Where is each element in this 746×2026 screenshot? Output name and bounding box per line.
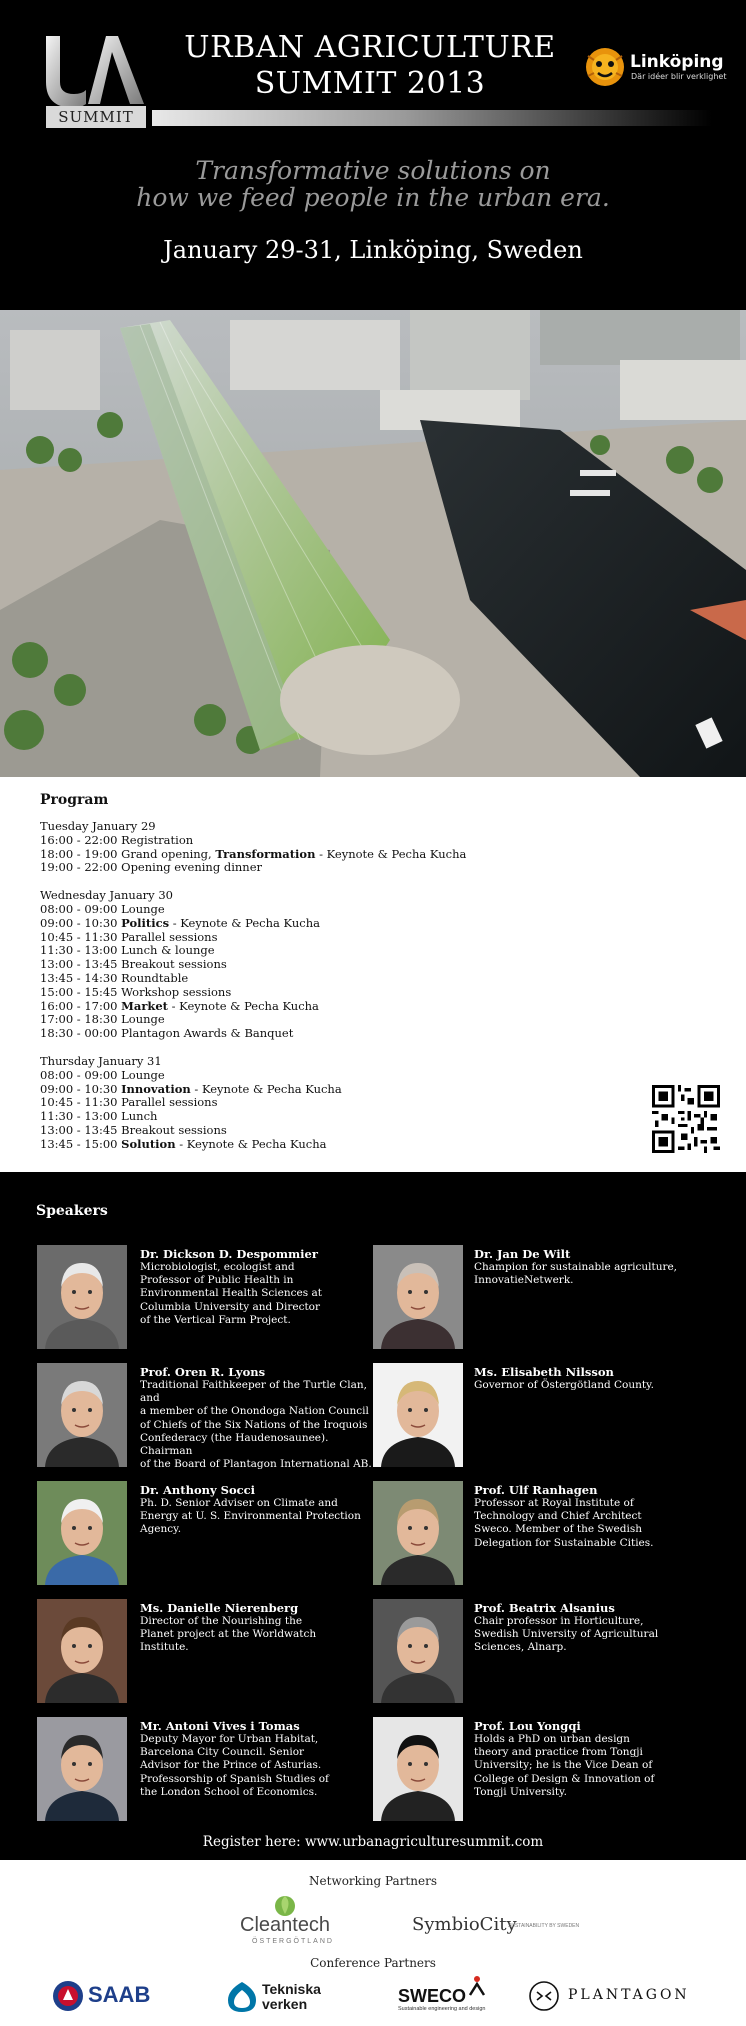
tekniska-verken-icon <box>226 1980 258 2014</box>
speaker-bio-line: of the Board of Plantagon International AB. <box>140 1458 372 1471</box>
schedule-row: 11:30 - 13:00 Lunch & lounge <box>40 943 215 958</box>
conference-partners-heading: Conference Partners <box>310 1956 436 1970</box>
speaker-photo <box>37 1599 127 1703</box>
tagline-line2: how we feed people in the urban era. <box>136 183 610 212</box>
event-title-line2: SUMMIT 2013 <box>254 66 486 101</box>
speaker-name: Prof. Oren R. Lyons <box>140 1365 266 1379</box>
register-link[interactable]: Register here: www.urbanagriculturesummit.com <box>202 1834 544 1850</box>
summit-label: SUMMIT <box>46 106 146 128</box>
sweco-figure-icon <box>466 1974 488 1996</box>
speaker-photo <box>373 1481 463 1585</box>
cleantech-sub: ÖSTERGÖTLAND <box>252 1938 334 1945</box>
schedule-row: 17:00 - 18:30 Lounge <box>40 1012 165 1027</box>
speaker-bio-line: Professor at Royal Institute of <box>474 1497 634 1509</box>
schedule-row: 13:45 - 14:30 Roundtable <box>40 970 189 985</box>
linkoping-name: Linköping <box>630 52 724 72</box>
speaker-bio-line: Planet project at the Worldwatch <box>140 1628 317 1641</box>
plantagon-icon <box>528 1980 560 2012</box>
speaker-name: Mr. Antoni Vives i Tomas <box>140 1719 300 1733</box>
schedule-row: 08:00 - 09:00 Lounge <box>40 1067 165 1082</box>
event-title-line1: URBAN AGRICULTURE <box>184 30 556 65</box>
speaker-photo <box>373 1363 463 1467</box>
speaker-bio-line: Columbia University and Director <box>140 1300 321 1313</box>
speaker-bio-line: Swedish University of Agricultural <box>474 1628 659 1641</box>
speaker-bio-line: Delegation for Sustainable Cities. <box>474 1536 654 1549</box>
speaker-bio-line: Sweco. Member of the Swedish <box>474 1523 643 1536</box>
speaker-bio-line: Governor of Östergötland County. <box>474 1379 654 1391</box>
day-title: Thursday January 31 <box>40 1053 162 1068</box>
speaker-name: Prof. Lou Yongqi <box>474 1719 581 1733</box>
schedule-row: 10:45 - 11:30 Parallel sessions <box>40 929 218 944</box>
speaker-bio-line: Confederacy (the Haudenosaunee). Chairman <box>140 1431 329 1458</box>
schedule-row: 11:30 - 13:00 Lunch <box>40 1109 158 1124</box>
speaker-photo <box>37 1717 127 1821</box>
speaker-photo <box>37 1481 127 1585</box>
speaker-bio-line: InnovatieNetwerk. <box>474 1274 574 1287</box>
program-schedule <box>40 820 466 1152</box>
speaker-name: Dr. Dickson D. Despommier <box>140 1247 318 1261</box>
schedule-row: 13:00 - 13:45 Breakout sessions <box>40 957 227 972</box>
sweco-sub: Sustainable engineering and design <box>398 2006 486 2012</box>
speaker-name: Dr. Anthony Socci <box>140 1483 256 1497</box>
cleantech-logo: Cleantech <box>240 1914 331 1936</box>
speaker-card <box>474 1719 706 1799</box>
speaker-card <box>474 1247 706 1287</box>
speaker-bio-line: Director of the Nourishing the <box>140 1615 303 1627</box>
speaker-bio-line: Energy at U. S. Environmental Protection <box>140 1510 361 1523</box>
networking-partners-heading: Networking Partners <box>309 1874 437 1888</box>
speaker-name: Ms. Elisabeth Nilsson <box>474 1365 614 1379</box>
speaker-bio-line: a member of the Onondoga Nation Council <box>140 1405 369 1418</box>
schedule-row: 09:00 - 10:30 Innovation - Keynote & Pecha Kucha <box>40 1081 342 1096</box>
speaker-name: Dr. Jan De Wilt <box>474 1247 571 1261</box>
schedule-row: 13:45 - 15:00 Solution - Keynote & Pecha Kucha <box>40 1136 327 1151</box>
schedule-row: 16:00 - 22:00 Registration <box>40 832 194 847</box>
speaker-bio-line: Deputy Mayor for Urban Habitat, <box>140 1733 319 1745</box>
gradient-divider <box>152 110 712 126</box>
sweco-logo: SWECO <box>398 1986 467 2006</box>
vertical-farm-rendering <box>0 310 746 777</box>
speaker-bio-line: Holds a PhD on urban design <box>474 1733 630 1745</box>
speaker-name: Prof. Beatrix Alsanius <box>474 1601 615 1615</box>
plantagon-logo: PLANTAGON <box>568 1987 690 2003</box>
day-title: Wednesday January 30 <box>40 888 173 903</box>
speaker-bio-line: Tongji University. <box>474 1785 567 1798</box>
speaker-bio-line: Professor of Public Health in <box>140 1274 294 1287</box>
speakers-heading: Speakers <box>36 1203 108 1219</box>
speaker-bio-line: the London School of Economics. <box>140 1785 318 1798</box>
speaker-bio-line: University; he is the Vice Dean of <box>474 1759 653 1772</box>
symbiocity-logo: SymbioCity <box>412 1914 517 1935</box>
linkoping-tagline: Där idéer blir verklighet <box>631 72 727 81</box>
speaker-photo <box>37 1363 127 1467</box>
speaker-card <box>140 1719 372 1799</box>
speaker-bio-line: Agency. <box>140 1523 182 1536</box>
speaker-bio-line: Sciences, Alnarp. <box>474 1641 567 1654</box>
speaker-bio-line: Traditional Faithkeeper of the Turtle Clan, and <box>140 1379 367 1405</box>
schedule-row: 16:00 - 17:00 Market - Keynote & Pecha Kucha <box>40 998 319 1013</box>
speaker-card <box>474 1601 706 1655</box>
schedule-row: 09:00 - 10:30 Politics - Keynote & Pecha Kucha <box>40 915 320 930</box>
schedule-row: 13:00 - 13:45 Breakout sessions <box>40 1122 227 1137</box>
speaker-card <box>140 1247 372 1327</box>
speaker-bio-line: Institute. <box>140 1641 189 1654</box>
speaker-photo <box>373 1599 463 1703</box>
speaker-bio-line: Barcelona City Council. Senior <box>140 1746 305 1759</box>
day-title: Tuesday January 29 <box>40 819 156 833</box>
speaker-bio-line: Chair professor in Horticulture, <box>474 1615 644 1627</box>
saab-griffin-icon <box>52 1980 84 2012</box>
speaker-bio-line: Ph. D. Senior Adviser on Climate and <box>140 1497 338 1509</box>
speaker-card <box>474 1365 706 1392</box>
saab-logo: SAAB <box>88 1982 151 2007</box>
schedule-row: 18:30 - 00:00 Plantagon Awards & Banquet <box>40 1026 294 1041</box>
speaker-photo <box>373 1717 463 1821</box>
event-date-place: January 29-31, Linköping, Sweden <box>163 236 583 264</box>
speaker-bio-line: Professorship of Spanish Studies of <box>140 1772 329 1785</box>
schedule-row: 18:00 - 19:00 Grand opening, Transformation - Keynote & Pecha Kucha <box>40 846 467 861</box>
speaker-name: Ms. Danielle Nierenberg <box>140 1601 299 1615</box>
speaker-bio-line: Champion for sustainable agriculture, <box>474 1261 678 1273</box>
symbiocity-sub: SUSTAINABILITY BY SWEDEN <box>508 1923 580 1929</box>
speaker-bio-line: Technology and Chief Architect <box>474 1510 642 1523</box>
speaker-bio-line: of the Vertical Farm Project. <box>140 1313 291 1326</box>
qr-code-icon[interactable] <box>652 1085 720 1153</box>
speaker-photo <box>37 1245 127 1349</box>
speaker-bio-line: Microbiologist, ecologist and <box>140 1261 295 1273</box>
speaker-bio-line: Environmental Health Sciences at <box>140 1287 322 1300</box>
speaker-bio-line: theory and practice from Tongji <box>474 1746 643 1759</box>
speaker-card <box>140 1365 372 1471</box>
speaker-bio-line: of Chiefs of the Six Nations of the Iroquois <box>140 1418 368 1431</box>
linkoping-lion-icon <box>584 46 626 88</box>
speaker-card <box>140 1601 372 1655</box>
speaker-card <box>474 1483 706 1550</box>
speaker-bio-line: College of Design & Innovation of <box>474 1772 655 1785</box>
tekniska-verken-logo: Tekniska verken <box>262 1981 321 2012</box>
tagline-line1: Transformative solutions on <box>195 156 551 185</box>
speaker-photo <box>373 1245 463 1349</box>
speaker-card <box>140 1483 372 1537</box>
schedule-row: 10:45 - 11:30 Parallel sessions <box>40 1095 218 1110</box>
schedule-row: 15:00 - 15:45 Workshop sessions <box>40 984 232 999</box>
speaker-bio-line: Advisor for the Prince of Asturias. <box>140 1759 322 1772</box>
speaker-name: Prof. Ulf Ranhagen <box>474 1483 598 1497</box>
schedule-row: 19:00 - 22:00 Opening evening dinner <box>40 860 263 875</box>
program-heading: Program <box>40 792 109 808</box>
schedule-row: 08:00 - 09:00 Lounge <box>40 901 165 916</box>
